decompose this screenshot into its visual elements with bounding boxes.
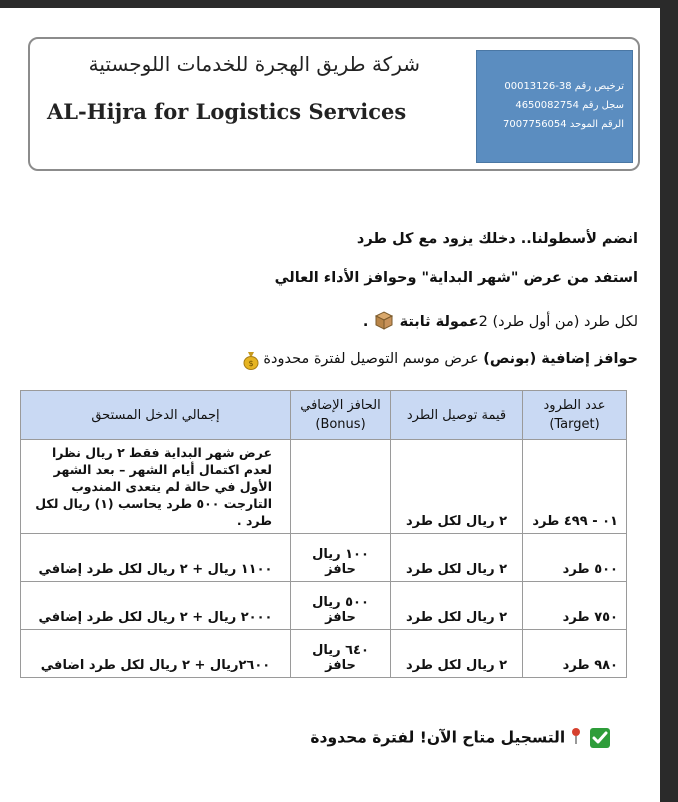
bonus-line bbox=[237, 350, 638, 368]
header-bonus bbox=[291, 391, 391, 440]
cell-bonus bbox=[291, 440, 391, 534]
bonus-rest: عرض موسم التوصيل لفترة محدودة bbox=[263, 351, 484, 367]
header-bonus-label: الحافز الإضافي bbox=[300, 398, 381, 413]
license-line bbox=[485, 77, 624, 96]
bonus-bold: حوافز إضافية (بونص) bbox=[483, 351, 638, 367]
cell-target: ٧٥٠ طرد bbox=[523, 582, 627, 630]
money-bag-icon bbox=[243, 350, 259, 368]
header-value bbox=[391, 391, 523, 440]
commission-bold: عمولة ثابتة bbox=[399, 314, 479, 330]
company-name-arabic: شركة طريق الهجرة للخدمات اللوجستية bbox=[88, 52, 420, 76]
header-bonus-en: (Bonus) bbox=[315, 417, 366, 432]
header-total-label: إجمالي الدخل المستحق bbox=[91, 407, 220, 423]
registry-value: 4650082754 bbox=[515, 100, 579, 111]
unified-number-line bbox=[485, 115, 624, 134]
registration-info-card bbox=[476, 50, 633, 163]
cell-value: ٢ ريال لكل طرد bbox=[391, 582, 523, 630]
table-row bbox=[21, 582, 627, 630]
header-target bbox=[523, 391, 627, 440]
cell-value: ٢ ريال لكل طرد bbox=[391, 534, 523, 582]
commission-line bbox=[363, 310, 638, 334]
header-total bbox=[21, 391, 291, 440]
license-value: 38-00013126 bbox=[504, 81, 572, 92]
cell-target: ٠١ - ٤٩٩ طرد bbox=[523, 440, 627, 534]
cell-total: ٢٠٠٠ ريال + ٢ ريال لكل طرد إضافي bbox=[21, 582, 291, 630]
commission-suffix: . bbox=[362, 314, 369, 330]
table-row bbox=[21, 534, 627, 582]
table-header-row bbox=[21, 391, 627, 440]
unified-number-value: 7007756054 bbox=[503, 119, 567, 130]
viewer-right-edge bbox=[660, 0, 678, 802]
intro-headline: انضم لأسطولنا.. دخلك يزود مع كل طرد bbox=[356, 231, 638, 247]
package-icon bbox=[373, 310, 395, 334]
company-name-english: AL-Hijra for Logistics Services bbox=[47, 99, 407, 124]
header-value-label: قيمة توصيل الطرد bbox=[406, 407, 507, 423]
intro-offer-line: استفد من عرض "شهر البداية" وحوافز الأداء العالي bbox=[274, 270, 638, 286]
cell-bonus: ١٠٠ ريال حافز bbox=[291, 534, 391, 582]
cell-bonus: ٥٠٠ ريال حافز bbox=[291, 582, 391, 630]
cell-bonus: ٦٤٠ ريال حافز bbox=[291, 630, 391, 678]
cta-text: التسجيل متاح الآن! لفترة محدودة bbox=[310, 728, 566, 747]
registry-line bbox=[485, 96, 624, 115]
pin-icon bbox=[571, 727, 581, 749]
svg-text:$: $ bbox=[248, 359, 254, 368]
header-target-en: (Target) bbox=[549, 417, 600, 432]
table-row bbox=[21, 440, 627, 534]
header-target-label: عدد الطرود bbox=[543, 398, 606, 413]
license-label: ترخيص رقم bbox=[574, 81, 624, 92]
cell-value: ٢ ريال لكل طرد bbox=[391, 440, 523, 534]
cell-total: ٢٦٠٠ريال + ٢ ريال لكل طرد اضافي bbox=[21, 630, 291, 678]
incentive-table bbox=[20, 390, 627, 678]
unified-number-label: الرقم الموحد bbox=[569, 119, 624, 130]
cell-total: عرض شهر البداية فقط ٢ ريال نظرا لعدم اكتمال أيام الشهر – بعد الشهر الأول في حالة لم يتعدى المندوب التارجت ٥٠٠ طرد يحاسب (١) ريال لكل طرد . bbox=[21, 440, 291, 534]
commission-prefix: لكل طرد (من أول طرد) 2 bbox=[478, 314, 638, 330]
cell-total: ١١٠٠ ريال + ٢ ريال لكل طرد إضافي bbox=[21, 534, 291, 582]
top-edge bbox=[0, 0, 678, 8]
cell-value: ٢ ريال لكل طرد bbox=[391, 630, 523, 678]
table-row bbox=[21, 630, 627, 678]
registration-call-to-action bbox=[310, 727, 610, 749]
check-mark-icon bbox=[590, 728, 610, 748]
cell-target: ٩٨٠ طرد bbox=[523, 630, 627, 678]
registry-label: سجل رقم bbox=[582, 100, 624, 111]
cell-target: ٥٠٠ طرد bbox=[523, 534, 627, 582]
